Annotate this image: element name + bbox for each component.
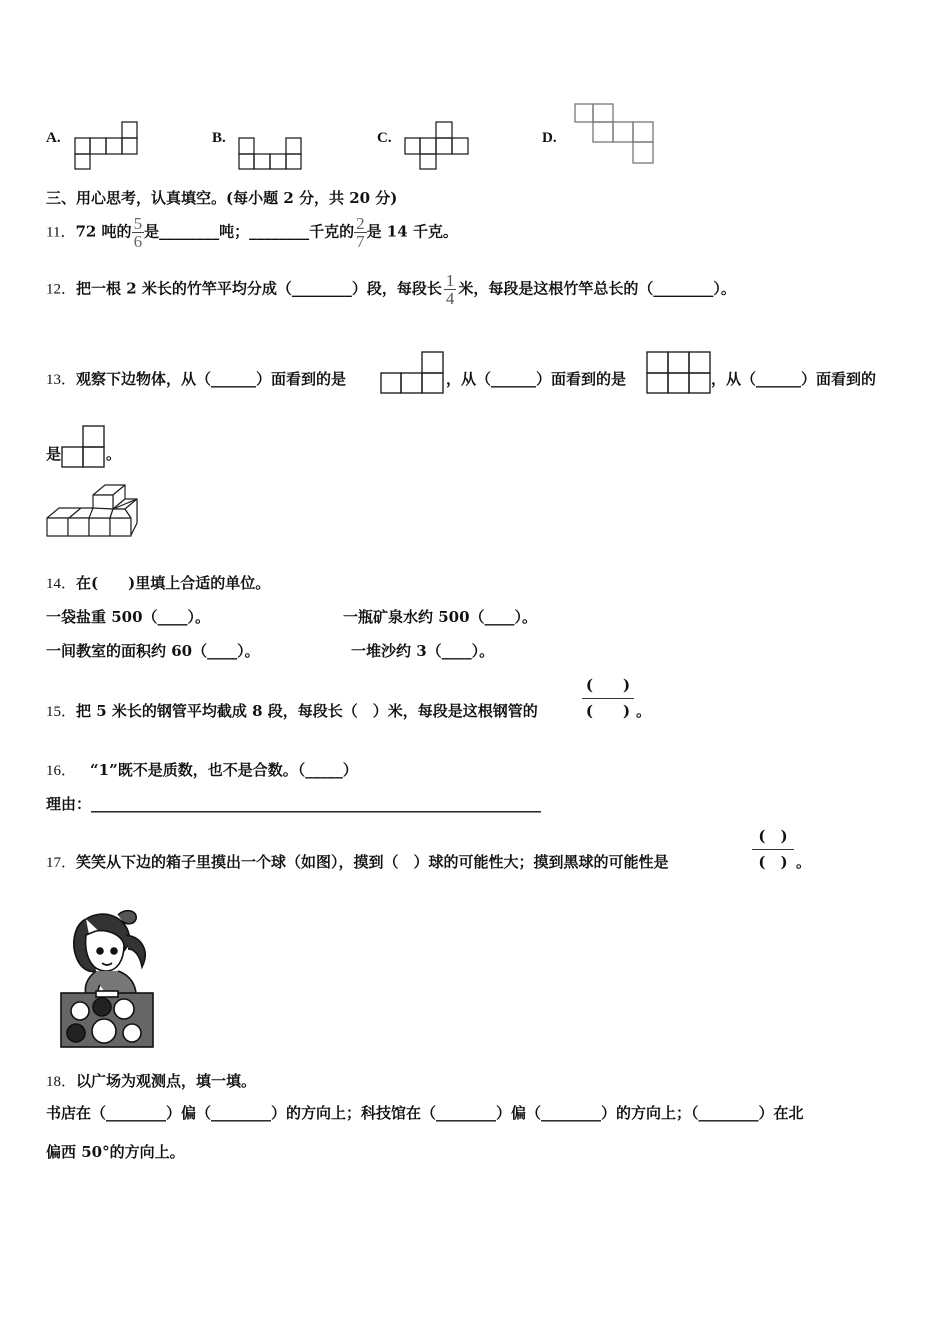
- q12-frac-den: 4: [445, 289, 455, 308]
- q12-part2: 米，每段是这根竹竿总长的（________）。: [458, 279, 736, 298]
- q16-number: 16．: [46, 763, 77, 779]
- q11-part2: 是________吨；________千克的: [144, 222, 355, 241]
- q16-text: “1”既不是质数，也不是合数。（_____）: [90, 761, 358, 779]
- q17-frac-bar: [752, 849, 794, 850]
- q13-part1: 观察下边物体，从（______）面看到的是: [76, 370, 347, 388]
- q13-part4: 是: [46, 445, 62, 463]
- q13-view-1-figure: [380, 351, 446, 395]
- q13-part3: ，从（______）面看到的: [711, 370, 877, 388]
- q15-number: 15．: [46, 704, 77, 720]
- q18-title-line: [46, 1070, 256, 1091]
- q17-number: 17．: [46, 855, 77, 871]
- q14-title-line: [46, 572, 270, 593]
- q14-title: 在( )里填上合适的单位。: [76, 574, 271, 592]
- option-b-net-figure: [238, 137, 304, 171]
- q13-view-3-figure: [61, 425, 107, 469]
- q14-item-3: 一间教室的面积约 60（____）。: [46, 642, 260, 660]
- q14-number: 14．: [46, 576, 77, 592]
- q11-frac2-den: 7: [356, 232, 365, 251]
- q13-number: 13．: [46, 372, 77, 388]
- q11-part3: 是 14 千克。: [366, 222, 458, 241]
- q12-fraction: [444, 272, 457, 307]
- q17-frac-den: ( ): [758, 853, 788, 871]
- q16-reason: 理由：____________________________________________________________: [46, 795, 542, 813]
- option-b-label: B.: [212, 130, 226, 146]
- option-c-label: C.: [377, 130, 392, 146]
- q17-girl-box-illustration: [56, 905, 158, 1051]
- q17-text-line: [46, 851, 669, 872]
- q11-fraction-2: [354, 215, 367, 250]
- q15-text: 把 5 米长的钢管平均截成 8 段，每段长（ ）米，每段是这根钢管的: [76, 702, 538, 720]
- option-a-net-figure: [74, 121, 140, 171]
- question-12: [46, 272, 736, 307]
- q13-cube-solid-figure: [45, 483, 141, 541]
- q11-number: 11．: [46, 224, 76, 241]
- q12-part1: 把一根 2 米长的竹竿平均分成（________）段，每段长: [76, 279, 442, 298]
- option-c-net-figure: [404, 121, 470, 171]
- q16-text-line: [46, 759, 358, 780]
- option-d-label: D.: [542, 130, 557, 146]
- q17-end: 。: [796, 853, 812, 871]
- question-11: [46, 215, 458, 250]
- q11-frac2-num: 2: [356, 214, 365, 233]
- q15-frac-num: ( ): [585, 676, 631, 694]
- q11-frac1-num: 5: [133, 214, 143, 233]
- q13-view-2-figure: [646, 351, 712, 395]
- q14-item-4: 一堆沙约 3（____）。: [351, 642, 495, 660]
- q15-frac-den: ( ): [585, 702, 631, 720]
- q11-fraction-1: [132, 215, 145, 250]
- q14-item-1: 一袋盐重 500（____）。: [46, 608, 211, 626]
- q18-line-1: 书店在（________）偏（________）的方向上；科技馆在（________）偏（________）的方向上；（________）在北: [46, 1104, 804, 1122]
- q11-frac1-den: 6: [133, 232, 143, 251]
- q17-frac-num: ( ): [758, 827, 788, 845]
- q13-line-1: [46, 368, 346, 389]
- q11-part1: 72 吨的: [75, 222, 132, 241]
- q13-part5: 。: [106, 445, 122, 463]
- section-3-title: 三、用心思考，认真填空。(每小题 2 分，共 20 分): [46, 189, 398, 207]
- q12-number: 12．: [46, 281, 77, 298]
- option-d-net-figure: [574, 103, 656, 167]
- q18-number: 18．: [46, 1074, 77, 1090]
- q17-text: 笑笑从下边的箱子里摸出一个球（如图），摸到（ ）球的可能性大；摸到黑球的可能性是: [76, 853, 669, 871]
- q15-frac-bar: [582, 698, 634, 699]
- option-a-label: A.: [46, 130, 61, 146]
- q15-end: 。: [636, 702, 652, 720]
- q18-line-2: 偏西 50°的方向上。: [46, 1143, 185, 1161]
- q15-text-line: [46, 700, 538, 721]
- q13-part2: ，从（______）面看到的是: [446, 370, 627, 388]
- q14-item-2: 一瓶矿泉水约 500（____）。: [343, 608, 538, 626]
- q12-frac-num: 1: [445, 271, 455, 290]
- q18-title: 以广场为观测点，填一填。: [76, 1072, 257, 1090]
